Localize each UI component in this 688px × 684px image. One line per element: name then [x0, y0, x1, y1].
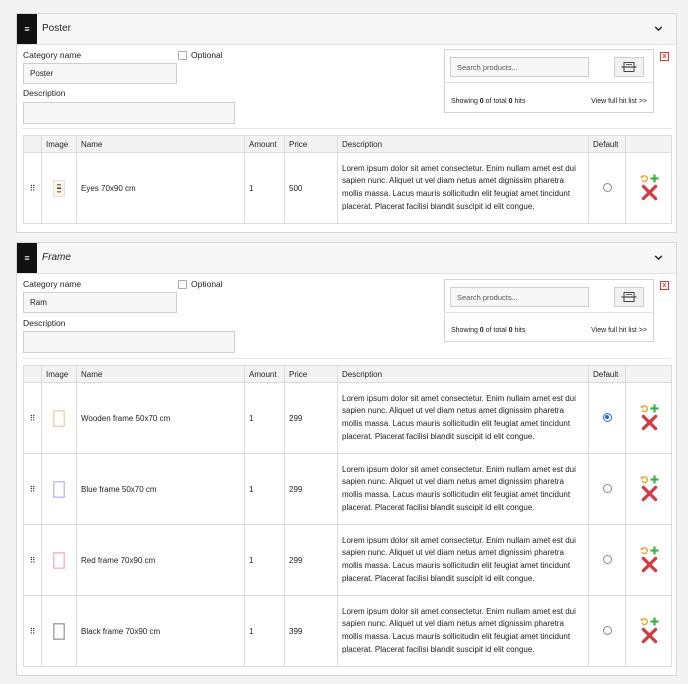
undo-icon[interactable] — [640, 404, 649, 413]
col-price: Price — [285, 366, 338, 383]
panel-header[interactable] — [17, 243, 676, 274]
table-row — [24, 153, 672, 224]
table-row — [24, 383, 672, 454]
table-row — [24, 525, 672, 596]
add-icon[interactable] — [650, 174, 659, 183]
add-icon[interactable] — [650, 546, 659, 555]
default-radio[interactable] — [603, 626, 612, 635]
close-icon[interactable]: x — [660, 52, 669, 61]
product-image — [42, 153, 77, 224]
default-radio[interactable] — [603, 555, 612, 564]
optional-checkbox[interactable] — [178, 280, 187, 289]
black-frame-thumb-icon — [53, 623, 65, 640]
default-cell — [589, 454, 626, 525]
col-price: Price — [285, 136, 338, 153]
default-cell — [589, 383, 626, 454]
col-image: Image — [42, 366, 77, 383]
optional-label: Optional — [191, 50, 223, 60]
drag-handle-icon[interactable]: ≡ — [17, 243, 37, 273]
panel-title: Frame — [42, 252, 71, 263]
red-frame-thumb-icon — [53, 552, 65, 569]
search-divider — [445, 312, 653, 313]
product-description: Lorem ipsum dolor sit amet consectetur. Enim nullam amet est dui sapien nunc. Aliquet ut vel diam netus amet dignissim pharetra mollis massa. Lacus mauris sollicitudin elit feugiat amet tincidunt placerat. Placerat facilisi blandit suscipit id elit congue. — [338, 525, 589, 596]
default-radio[interactable] — [603, 183, 612, 192]
category-panel-frame — [16, 242, 677, 676]
view-full-hit-list-link[interactable]: View full hit list >> — [591, 98, 647, 105]
category-name-input[interactable]: Ram — [23, 292, 177, 313]
row-drag-handle-icon[interactable]: ⠿ — [24, 383, 42, 454]
close-icon[interactable]: x — [660, 281, 669, 290]
col-default: Default — [589, 366, 626, 383]
table-row — [24, 596, 672, 667]
product-name: Blue frame 50x70 cm — [77, 454, 245, 525]
category-panel-poster — [16, 13, 677, 233]
chevron-down-icon[interactable] — [653, 23, 664, 34]
category-name-label: Category name — [23, 50, 82, 60]
undo-icon[interactable] — [640, 617, 649, 626]
delete-icon[interactable] — [641, 184, 658, 201]
add-icon[interactable] — [650, 617, 659, 626]
default-cell — [589, 525, 626, 596]
col-name: Name — [77, 366, 245, 383]
scan-button[interactable] — [614, 57, 644, 77]
product-amount: 1 — [245, 596, 285, 667]
panel-header[interactable] — [17, 14, 676, 45]
col-description: Description — [338, 366, 589, 383]
product-description: Lorem ipsum dolor sit amet consectetur. Enim nullam amet est dui sapien nunc. Aliquet ut vel diam netus amet dignissim pharetra mollis massa. Lacus mauris sollicitudin elit feugiat amet tincidunt placerat. Placerat facilisi blandit suscipit id elit congue. — [338, 383, 589, 454]
view-full-hit-list-link[interactable]: View full hit list >> — [591, 327, 647, 334]
undo-icon[interactable] — [640, 546, 649, 555]
default-cell — [589, 153, 626, 224]
product-search-box — [444, 49, 654, 113]
product-image — [42, 596, 77, 667]
default-radio[interactable] — [603, 484, 612, 493]
product-image — [42, 383, 77, 454]
search-products-input[interactable]: Search products... — [450, 57, 589, 77]
search-divider — [445, 82, 653, 83]
undo-icon[interactable] — [640, 475, 649, 484]
col-default: Default — [589, 136, 626, 153]
row-drag-handle-icon[interactable]: ⠿ — [24, 454, 42, 525]
row-drag-handle-icon[interactable]: ⠿ — [24, 596, 42, 667]
scanner-icon — [621, 61, 637, 73]
hits-summary: Showing 0 of total 0 hits — [451, 327, 526, 334]
panel-title: Poster — [42, 23, 71, 34]
product-amount: 1 — [245, 454, 285, 525]
divider — [23, 128, 671, 129]
description-input[interactable] — [23, 102, 235, 124]
product-amount: 1 — [245, 383, 285, 454]
search-products-input[interactable]: Search products... — [450, 287, 589, 307]
delete-icon[interactable] — [641, 485, 658, 502]
default-radio[interactable] — [603, 413, 612, 422]
product-search-box — [444, 279, 654, 342]
undo-icon[interactable] — [640, 174, 649, 183]
col-amount: Amount — [245, 136, 285, 153]
row-actions — [626, 454, 672, 525]
chevron-down-icon[interactable] — [653, 252, 664, 263]
table-row — [24, 454, 672, 525]
delete-icon[interactable] — [641, 627, 658, 644]
product-price: 500 — [285, 153, 338, 224]
row-actions — [626, 596, 672, 667]
row-actions — [626, 383, 672, 454]
product-amount: 1 — [245, 525, 285, 596]
description-input[interactable] — [23, 331, 235, 353]
description-label: Description — [23, 88, 66, 98]
add-icon[interactable] — [650, 475, 659, 484]
col-description: Description — [338, 136, 589, 153]
poster-thumb-icon — [53, 180, 65, 197]
row-actions — [626, 525, 672, 596]
product-price: 299 — [285, 383, 338, 454]
products-table — [23, 135, 672, 224]
hits-summary: Showing 0 of total 0 hits — [451, 98, 526, 105]
category-name-label: Category name — [23, 279, 82, 289]
col-image: Image — [42, 136, 77, 153]
product-name: Black frame 70x90 cm — [77, 596, 245, 667]
row-actions — [626, 153, 672, 224]
description-label: Description — [23, 318, 66, 328]
product-description: Lorem ipsum dolor sit amet consectetur. Enim nullam amet est dui sapien nunc. Aliquet ut vel diam netus amet dignissim pharetra mollis massa. Lacus mauris sollicitudin elit feugiat amet tincidunt placerat. Placerat facilisi blandit suscipit id elit congue. — [338, 454, 589, 525]
scan-button[interactable] — [614, 287, 644, 307]
products-table — [23, 365, 672, 667]
product-price: 299 — [285, 525, 338, 596]
product-amount: 1 — [245, 153, 285, 224]
optional-checkbox[interactable] — [178, 51, 187, 60]
delete-icon[interactable] — [641, 414, 658, 431]
add-icon[interactable] — [650, 404, 659, 413]
delete-icon[interactable] — [641, 556, 658, 573]
product-description: Lorem ipsum dolor sit amet consectetur. Enim nullam amet est dui sapien nunc. Aliquet ut vel diam netus amet dignissim pharetra mollis massa. Lacus mauris sollicitudin elit feugiat amet tincidunt placerat. Placerat facilisi blandit suscipit id elit congue. — [338, 596, 589, 667]
col-amount: Amount — [245, 366, 285, 383]
wooden-frame-thumb-icon — [53, 410, 65, 427]
scanner-icon — [621, 291, 637, 303]
optional-label: Optional — [191, 279, 223, 289]
product-description: Lorem ipsum dolor sit amet consectetur. Enim nullam amet est dui sapien nunc. Aliquet ut vel diam netus amet dignissim pharetra mollis massa. Lacus mauris sollicitudin elit feugiat amet tincidunt placerat. Placerat facilisi blandit suscipit id elit congue. — [338, 153, 589, 224]
default-cell — [589, 596, 626, 667]
col-name: Name — [77, 136, 245, 153]
col-actions — [626, 136, 672, 153]
product-name: Eyes 70x90 cm — [77, 153, 245, 224]
category-name-input[interactable]: Poster — [23, 63, 177, 84]
col-actions — [626, 366, 672, 383]
product-image — [42, 525, 77, 596]
divider — [23, 358, 671, 359]
product-name: Wooden frame 50x70 cm — [77, 383, 245, 454]
row-drag-handle-icon[interactable]: ⠿ — [24, 153, 42, 224]
row-drag-handle-icon[interactable]: ⠿ — [24, 525, 42, 596]
drag-handle-icon[interactable]: ≡ — [17, 14, 37, 44]
product-name: Red frame 70x90 cm — [77, 525, 245, 596]
col-drag — [24, 366, 42, 383]
col-drag — [24, 136, 42, 153]
blue-frame-thumb-icon — [53, 481, 65, 498]
product-price: 399 — [285, 596, 338, 667]
product-price: 299 — [285, 454, 338, 525]
product-image — [42, 454, 77, 525]
